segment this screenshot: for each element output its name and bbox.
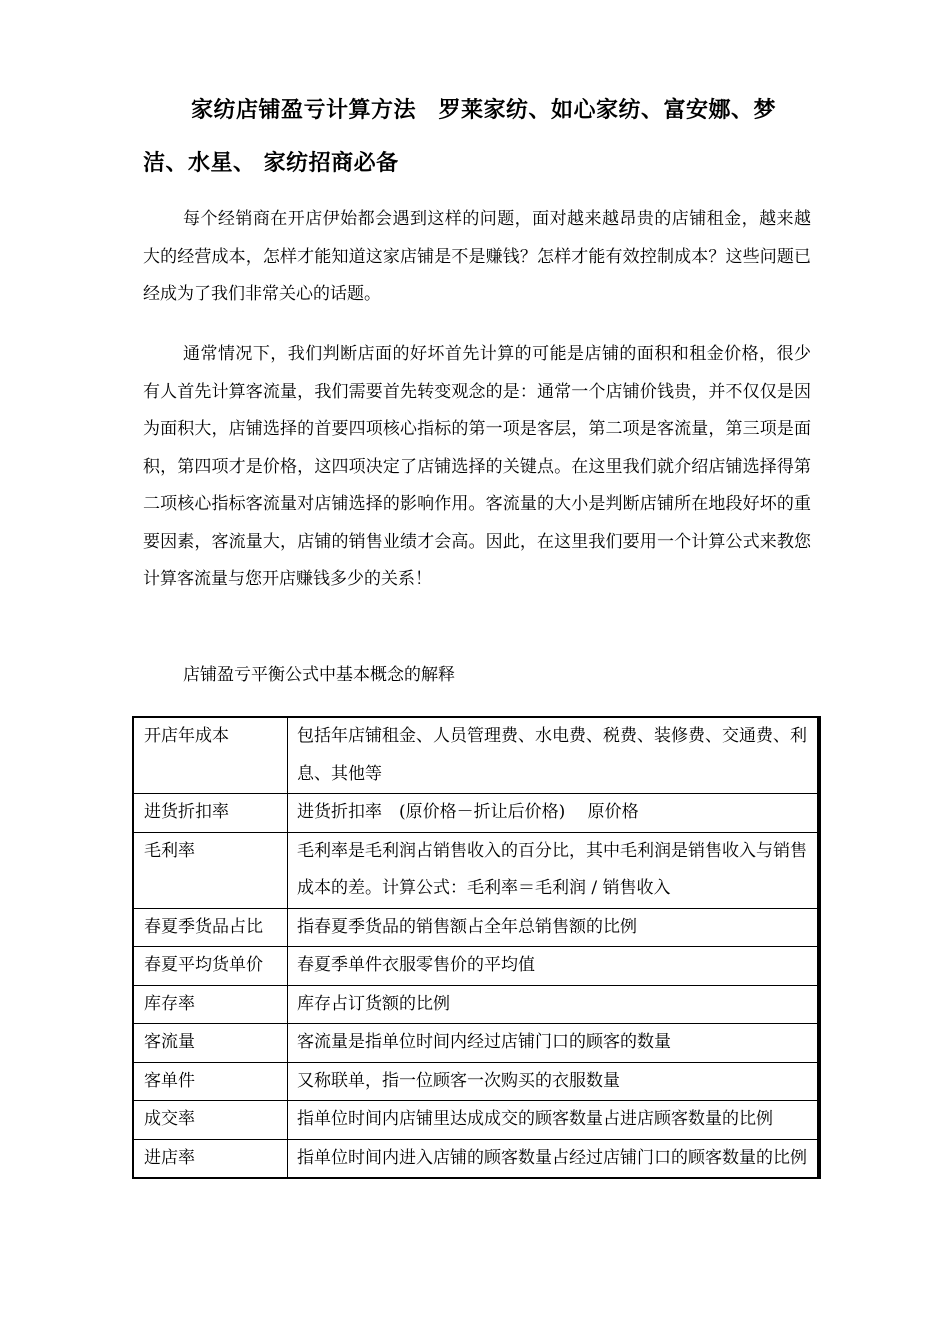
term-cell: 库存率 — [133, 985, 288, 1024]
definition-cell: 进货折扣率 (原价格－折让后价格) 原价格 — [288, 794, 819, 833]
definition-cell: 指单位时间内店铺里达成成交的顾客数量占进店顾客数量的比例 — [288, 1101, 819, 1140]
term-cell: 客流量 — [133, 1024, 288, 1063]
definition-cell: 客流量是指单位时间内经过店铺门口的顾客的数量 — [288, 1024, 819, 1063]
table-row — [133, 1024, 818, 1063]
definition-cell: 春夏季单件衣服零售价的平均值 — [288, 947, 819, 986]
definition-cell: 包括年店铺租金、人员管理费、水电费、税费、装修费、交通费、利息、其他等 — [288, 717, 819, 794]
definition-cell: 指春夏季货品的销售额占全年总销售额的比例 — [288, 908, 819, 947]
table-row — [133, 1062, 818, 1101]
term-cell: 开店年成本 — [133, 717, 288, 794]
term-cell: 成交率 — [133, 1101, 288, 1140]
table-row — [133, 985, 818, 1024]
definition-cell: 毛利率是毛利润占销售收入的百分比，其中毛利润是销售收入与销售成本的差。计算公式：毛利率＝毛利润 / 销售收入 — [288, 832, 819, 908]
definition-cell: 又称联单，指一位顾客一次购买的衣服数量 — [288, 1062, 819, 1101]
table-row — [133, 832, 818, 908]
term-cell: 春夏季货品占比 — [133, 908, 288, 947]
table-row — [133, 908, 818, 947]
table-row — [133, 1101, 818, 1140]
definitions-table — [132, 716, 819, 1179]
term-cell: 毛利率 — [133, 832, 288, 908]
definition-cell: 库存占订货额的比例 — [288, 985, 819, 1024]
table-row — [133, 717, 818, 794]
table-row — [133, 947, 818, 986]
body-paragraph: 通常情况下，我们判断店面的好坏首先计算的可能是店铺的面积和租金价格，很少有人首先计算客流量，我们需要首先转变观念的是：通常一个店铺价钱贵，并不仅仅是因为面积大，店铺选择的首要四项核心指标的第一项是客层，第二项是客流量，第三项是面积，第四项才是价格，这四项决定了店铺选择的关键点。在这里我们就介绍店铺选择得第二项核心指标客流量对店铺选择的影响作用。客流量的大小是判断店铺所在地段好坏的重要因素，客流量大，店铺的销售业绩才会高。因此，在这里我们要用一个计算公式来教您计算客流量与您开店赚钱多少的关系！ — [143, 344, 811, 589]
table-heading: 店铺盈亏平衡公式中基本概念的解释 — [183, 665, 455, 685]
definition-cell: 指单位时间内进入店铺的顾客数量占经过店铺门口的顾客数量的比例 — [288, 1139, 819, 1178]
term-cell: 客单件 — [133, 1062, 288, 1101]
table-row — [133, 794, 818, 833]
term-cell: 春夏平均货单价 — [133, 947, 288, 986]
document-title: 家纺店铺盈亏计算方法 罗莱家纺、如心家纺、富安娜、梦洁、水星、 家纺招商必备 — [143, 98, 777, 176]
term-cell: 进店率 — [133, 1139, 288, 1178]
table-row — [133, 1139, 818, 1178]
term-cell: 进货折扣率 — [133, 794, 288, 833]
intro-paragraph: 每个经销商在开店伊始都会遇到这样的问题，面对越来越昂贵的店铺租金，越来越大的经营成本，怎样才能知道这家店铺是不是赚钱？怎样才能有效控制成本？这些问题已经成为了我们非常关心的话题。 — [143, 209, 811, 304]
